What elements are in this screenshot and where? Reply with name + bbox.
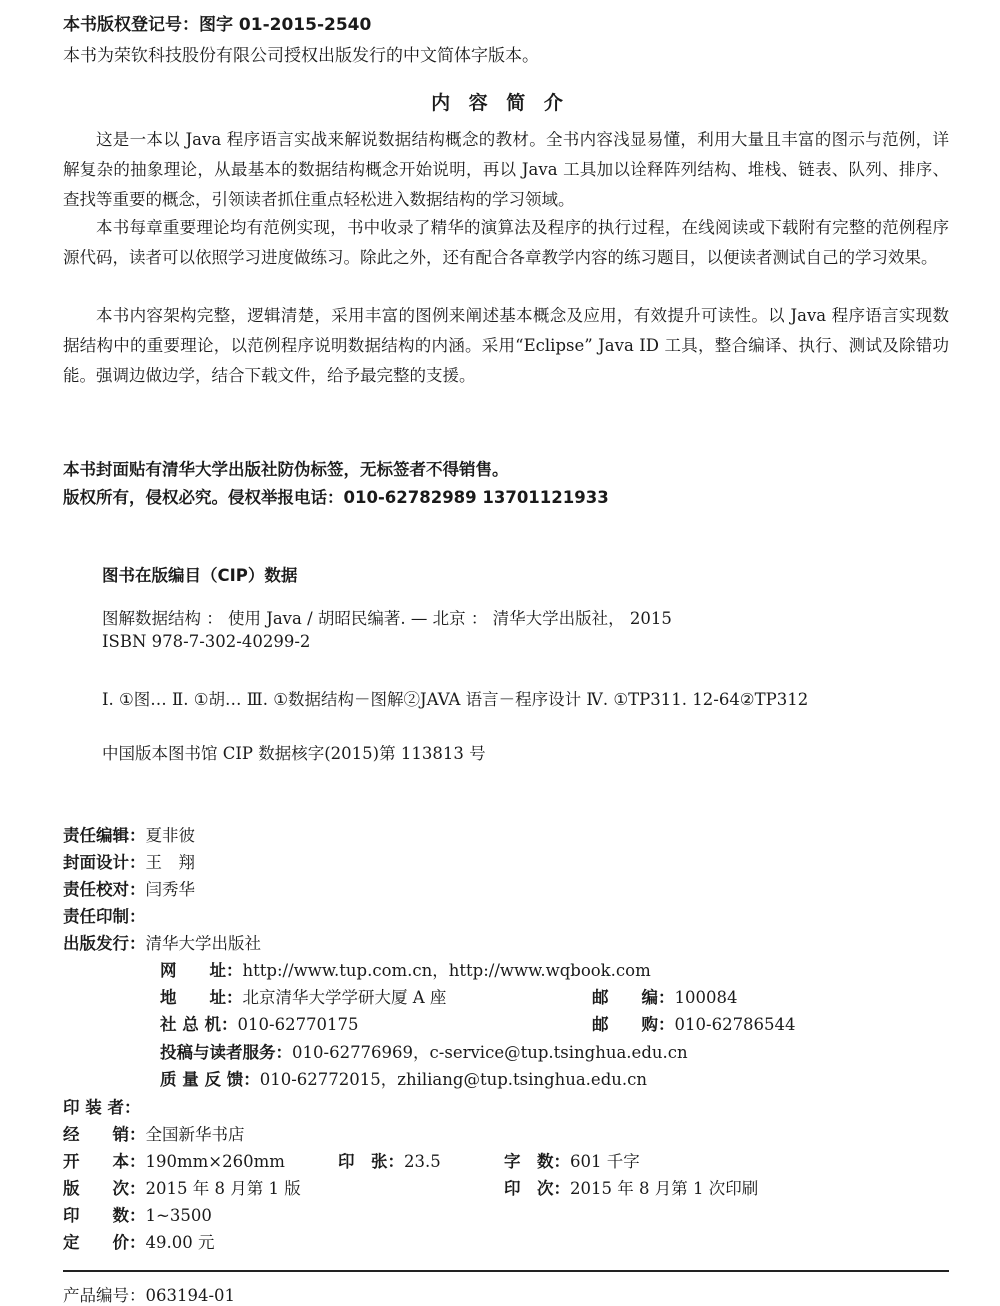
credit-switchboard <box>160 1011 359 1035</box>
credit-cover <box>63 849 195 873</box>
credit-addr-value: 北京清华大学学研大厦 A 座 <box>242 988 447 1007</box>
credit-cover-label: 封面设计： <box>63 853 146 872</box>
cip-heading: 图书在版编目（CIP）数据 <box>102 566 298 585</box>
credit-editor-label: 责任编辑： <box>63 826 146 845</box>
credit-quality-value: 010-62772015，zhiliang@tup.tsinghua.edu.cn <box>259 1070 647 1089</box>
credit-edition-value: 2015 年 8 月第 1 版 <box>145 1179 301 1198</box>
credit-switch-label: 社 总 机： <box>160 1015 238 1034</box>
credit-editor <box>63 822 195 846</box>
credit-dist-label: 经 销： <box>63 1125 146 1144</box>
credit-quality-feedback <box>160 1066 647 1090</box>
cip-line-2: ISBN 978-7-302-40299-2 <box>102 632 311 651</box>
credit-proof-label: 责任校对： <box>63 880 146 899</box>
credit-format <box>63 1148 285 1172</box>
intro-paragraph-1: 这是一本以 Java 程序语言实战来解说数据结构概念的教材。全书内容浅显易懂，利用大量且丰富的图示与范例，详解复杂的抽象理论，从最基本的数据结构概念开始说明，再以 Java 工具加以诠释阵列结构、堆栈、链表、队列、排序、查找等重要的概念，引领读者抓住重点轻松进入数据结构的学习领域。 <box>63 130 949 209</box>
credit-publisher-label: 出版发行： <box>63 934 146 953</box>
credit-copies <box>63 1202 212 1226</box>
credit-edition-label: 版 次： <box>63 1179 146 1198</box>
credit-price <box>63 1229 214 1253</box>
cip-line-3: Ⅰ. ①图… Ⅱ. ①胡… Ⅲ. ①数据结构－图解②JAVA 语言－程序设计 Ⅳ. ①TP311. 12-64②TP312 <box>102 690 809 709</box>
credit-mail-value: 010-62786544 <box>674 1015 796 1034</box>
copyright-registration: 本书版权登记号：图字 01-2015-2540 <box>63 15 372 35</box>
credit-printer-label: 印 装 者： <box>63 1098 141 1117</box>
credit-cover-value: 王 翔 <box>145 853 195 872</box>
credit-copies-value: 1~3500 <box>145 1206 212 1225</box>
credit-address <box>160 984 446 1008</box>
cip-line-1: 图解数据结构 ： 使用 Java / 胡昭民编著. — 北京 ： 清华大学出版社， 2015 <box>102 609 672 628</box>
credit-word-count <box>504 1148 640 1172</box>
credit-zip-label: 邮 编： <box>592 988 675 1007</box>
product-number: 产品编号：063194-01 <box>63 1286 236 1305</box>
credit-printing <box>504 1175 758 1199</box>
credit-zip <box>592 984 738 1008</box>
credit-web-value: http://www.tup.com.cn，http://www.wqbook.com <box>242 961 651 980</box>
credit-service-value: 010-62776969，c-service@tup.tsinghua.edu.cn <box>292 1043 688 1062</box>
credit-sheets-label: 印 张： <box>338 1152 404 1171</box>
credit-print-supervisor <box>63 903 146 927</box>
credit-mail-order <box>592 1011 796 1035</box>
credit-sheets-value: 23.5 <box>404 1152 441 1171</box>
credit-words-value: 601 千字 <box>570 1152 640 1171</box>
credit-publisher <box>63 930 261 954</box>
credit-web-label: 网 址： <box>160 961 243 980</box>
credit-edition <box>63 1175 301 1199</box>
credit-dist-value: 全国新华书店 <box>145 1125 245 1144</box>
credit-switch-value: 010-62770175 <box>237 1015 359 1034</box>
credit-service-label: 投稿与读者服务： <box>160 1043 292 1062</box>
license-note: 本书为荣钦科技股份有限公司授权出版发行的中文简体字版本。 <box>63 46 539 66</box>
cip-line-4: 中国版本图书馆 CIP 数据核字(2015)第 113813 号 <box>102 744 486 763</box>
credit-proof-value: 闫秀华 <box>145 880 195 899</box>
intro-paragraph-3: 本书内容架构完整，逻辑清楚，采用丰富的图例来阐述基本概念及应用，有效提升可读性。以 Java 程序语言实现数据结构中的重要理论，以范例程序说明数据结构的内涵。采用“Eclipse” Java ID 工具，整合编译、执行、测试及除错功能。强调边做边学，结合下载文件，给予最完整的支援。 <box>63 306 949 385</box>
credit-size-value: 190mm×260mm <box>145 1152 285 1171</box>
credit-editor-value: 夏非彼 <box>145 826 195 845</box>
credit-zip-value: 100084 <box>674 988 738 1007</box>
credit-price-value: 49.00 元 <box>145 1233 215 1252</box>
credit-addr-label: 地 址： <box>160 988 243 1007</box>
credit-words-label: 字 数： <box>504 1152 570 1171</box>
credit-price-label: 定 价： <box>63 1233 146 1252</box>
credit-mail-label: 邮 购： <box>592 1015 675 1034</box>
credit-size-label: 开 本： <box>63 1152 146 1171</box>
credit-sheets <box>338 1148 441 1172</box>
credit-website <box>160 957 651 981</box>
footer-rule <box>63 1270 949 1272</box>
credit-quality-label: 质 量 反 馈： <box>160 1070 260 1089</box>
credit-copies-label: 印 数： <box>63 1206 146 1225</box>
credit-printer <box>63 1094 141 1118</box>
credit-print-label: 责任印制： <box>63 907 146 926</box>
credit-distributor <box>63 1121 245 1145</box>
rights-notice: 版权所有，侵权必究。侵权举报电话：010-62782989 13701121933 <box>63 488 609 507</box>
credit-printing-label: 印 次： <box>504 1179 570 1198</box>
credit-reader-service <box>160 1039 688 1063</box>
credit-proof <box>63 876 195 900</box>
intro-paragraph-2: 本书每章重要理论均有范例实现，书中收录了精华的演算法及程序的执行过程，在线阅读或下载附有完整的范例程序源代码，读者可以依照学习进度做练习。除此之外，还有配合各章教学内容的练习题目，以便读者测试自己的学习效果。 <box>63 218 949 267</box>
intro-title: 内 容 简 介 <box>431 92 569 114</box>
credit-printing-value: 2015 年 8 月第 1 次印刷 <box>570 1179 759 1198</box>
credit-publisher-value: 清华大学出版社 <box>145 934 261 953</box>
anti-counterfeit-notice: 本书封面贴有清华大学出版社防伪标签，无标签者不得销售。 <box>63 460 509 479</box>
